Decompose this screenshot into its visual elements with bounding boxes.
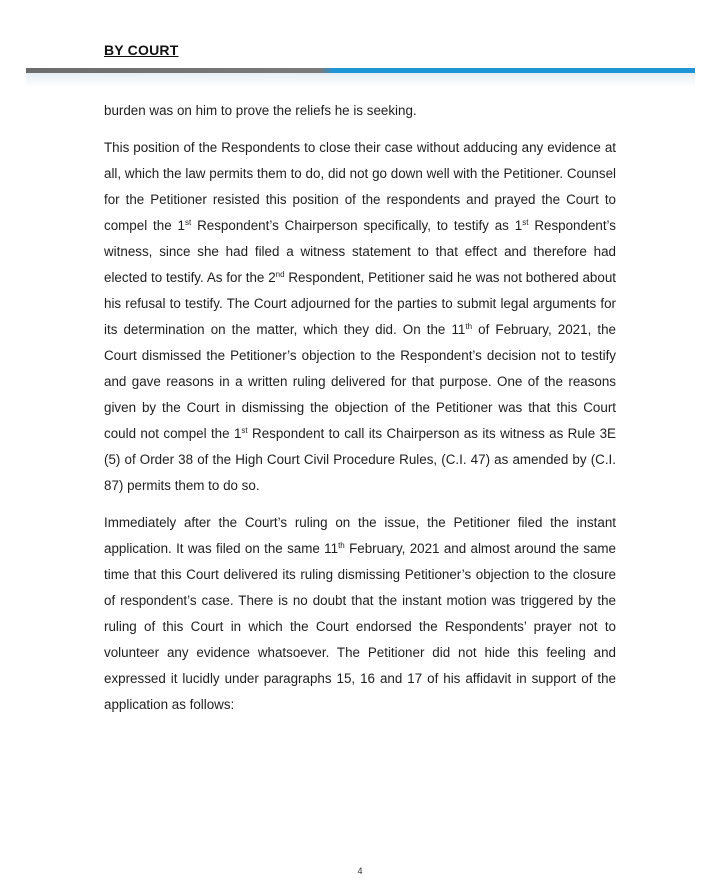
text-run: February, 2021 and almost around the same time that this Court delivered its ruling dismissing Petitioner’s objection to the closure of respondent’s case. There is no doubt that the instant motion was triggered by the ruling of this Court in which the Court endorsed the Respondents’ prayer not to volunteer any evidence whatsoever. The Petitioner did not hide this feeling and expressed it lucidly under paragraphs 15, 16 and 17 of his affidavit in support of the application as follows: bbox=[104, 541, 616, 712]
text-run: Respondent to call its Chairperson as its witness as Rule 3E (5) of Order 38 of the High Court Civil Procedure Rules, (C.I. 47) as amended by (C.I. 87) permits them to do so. bbox=[104, 426, 616, 493]
superscript: st bbox=[522, 218, 529, 227]
paragraph-instant-application bbox=[104, 510, 616, 718]
text-run: This position of the Respondents to close their case without adducing any evidence at all, which the law permits them to do, did not go down well with the Petitioner. Counsel for the Petitioner resisted this position of the respondents and prayed the Court to compel the 1 bbox=[104, 140, 616, 233]
document-body bbox=[104, 98, 616, 729]
paragraph-respondents-position bbox=[104, 135, 616, 499]
text-run: Immediately after the Court’s ruling on the issue, the Petitioner filed the instant application. It was filed on the same 11 bbox=[104, 515, 616, 556]
header-divider-shadow bbox=[26, 73, 695, 87]
text-run: of February, 2021, the Court dismissed the Petitioner’s objection to the Respondent’s decision not to testify and gave reasons in a written ruling delivered for that purpose. One of the reasons given by the Court in dismissing the objection of the Petitioner was that this Court could not compel the 1 bbox=[104, 322, 617, 441]
superscript: st bbox=[241, 426, 248, 435]
page-header-title: BY COURT bbox=[104, 42, 179, 58]
superscript: th bbox=[465, 322, 473, 331]
superscript: th bbox=[338, 541, 345, 550]
text-run: Respondent, Petitioner said he was not bothered about his refusal to testify. The Court adjourned for the parties to submit legal arguments for its determination on the matter, which they did. On the 11 bbox=[104, 270, 616, 337]
text-run: Respondent’s Chairperson specifically, to testify as 1 bbox=[191, 218, 523, 233]
paragraph-continuation: burden was on him to prove the reliefs he is seeking. bbox=[104, 103, 417, 118]
superscript: st bbox=[185, 218, 192, 227]
page-number: 4 bbox=[357, 866, 363, 876]
text-run: Respondent’s witness, since she had filed a witness statement to that effect and therefore had elected to testify. As for the 2 bbox=[104, 218, 616, 285]
superscript: nd bbox=[275, 270, 285, 279]
